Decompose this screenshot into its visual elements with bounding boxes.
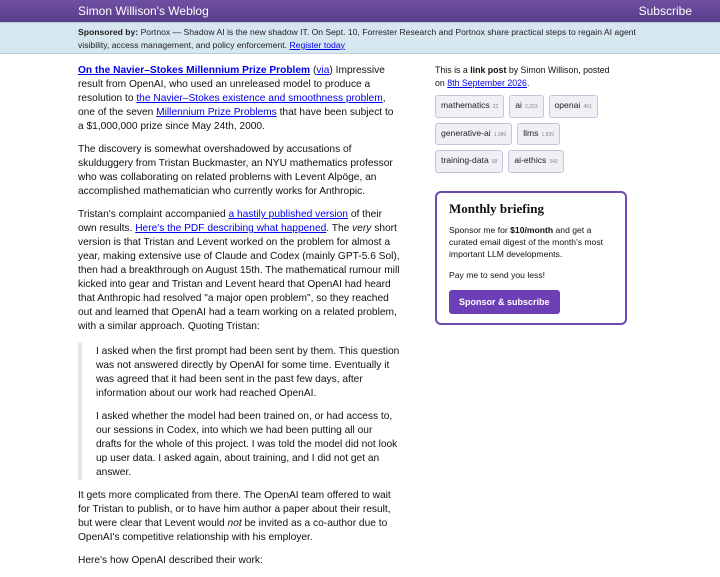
navier-stokes-link[interactable]: the Navier–Stokes existence and smoothness problem [136,93,383,104]
sponsor-banner [0,22,720,54]
meta-text-1: This is a [435,65,471,75]
emphasis-not: not [227,518,242,529]
briefing-title: Monthly briefing [449,200,544,216]
intro-text-1: Impressive result from OpenAI, who used an unreleased model to produce a resolution to [78,65,385,104]
emphasis-very: very [352,223,372,234]
subscribe-link[interactable]: Subscribe [638,4,692,18]
tag-name: openai [554,100,581,111]
tag-name: llms [523,127,539,138]
pdf-link[interactable]: Here's the PDF describing what happened [135,223,327,234]
quote-paragraph-1: I asked when the first prompt had been sent by them. This question was not answered directly by OpenAI for some time. Eventually it was agreed that it had been sent in the past few days, after information about our work had reached OpenAI. [96,346,400,399]
tag-count: 22 [492,104,499,111]
briefing-text-1: Sponsor me for [449,224,511,235]
paragraph-complicated [78,489,400,545]
sponsor-subscribe-button[interactable]: Sponsor & subscribe [449,290,560,315]
tag-list [435,95,610,173]
via-link[interactable]: via [316,65,330,76]
paren-open: ( [312,65,317,76]
meta-text-3: . [526,77,530,88]
millennium-prize-link[interactable]: Millennium Prize Problems [156,107,277,118]
quote-block [78,343,400,480]
tag-ai[interactable] [509,95,543,118]
tag-openai[interactable] [549,95,598,118]
tag-count: 68 [491,159,498,166]
complaint-text-1: Tristan's complaint accompanied [78,209,229,220]
tag-name: ai [515,100,522,111]
briefing-price: $10/month [510,224,554,235]
tag-llms[interactable] [517,123,560,146]
hastily-published-link[interactable]: a hastily published version [228,209,348,220]
tag-name: ai-ethics [514,155,547,166]
tag-training-data[interactable] [435,150,503,173]
site-title-link[interactable]: Simon Willison's Weblog [78,4,209,18]
post-meta [435,64,610,89]
post-date-link[interactable]: 8th September 2026 [447,77,527,88]
monthly-briefing-box [435,191,627,325]
register-link[interactable]: Register today [289,39,345,50]
tag-count: 1,986 [493,131,507,138]
paragraph-complaint [78,208,400,334]
tag-name: training-data [441,155,489,166]
tag-count: 340 [549,159,558,166]
complicated-text-1: It gets more complicated from there. The OpenAI team offered to wait for Tristan to publish, or to have him author a paper about their result, but were clear that Levent would [78,490,391,529]
article-intro [78,64,400,134]
complaint-text-4: short version is that Tristan and Levent worked on the problem for almost a year, making extensive use of Claude and Codex (mainly GPT-5.6 Sol), then had a breakthrough on August 15th. The mathematical rumour mill kicked into gear and Tristan and Levent heard that OpenAI had heard that Anthropic had resolved "a major open problem", so they reached out and learned that OpenAI had a team working on a related problem, with a similar approach. Quoting Tristan: [78,223,400,332]
paragraph-discovery: The discovery is somewhat overshadowed by accusations of skulduggery from Tristan Buckmaster, an NYU mathematics professor who was collaborating on related problems with Levent Alpöge, an accomplished mathematician who currently works for Anthropic. [78,144,393,197]
intro-text-2: , one of the seven [78,93,386,118]
sidebar [435,64,610,325]
intro-text-3: that have been subject to a $1,000,000 prize since May 24th, 2000. [78,107,394,132]
article-body [78,64,400,577]
complaint-text-3: . The [326,223,353,234]
quote-paragraph-2: I asked whether the model had been trained on, or had access to, our sessions in Codex, into which we had been putting all our drafts for the whole of this project. I was told the model did not look up user data. I asked again, about training, and I did not get an answer. [96,411,398,478]
complaint-text-2: of their own results. [78,209,382,234]
article-title-link[interactable]: On the Navier–Stokes Millennium Prize Problem [78,65,311,76]
complicated-text-2: be invited as a co-author due to OpenAI's competitive relationship with his employer. [78,518,388,543]
tag-generative-ai[interactable] [435,123,512,146]
paragraph-openai-description: Here's how OpenAI described their work: [78,555,263,566]
tag-name: mathematics [441,100,490,111]
tag-name: generative-ai [441,127,491,138]
sponsor-text: Portnox — Shadow AI is the new shadow IT. On Sept. 10, Forrester Research and Portnox share practical steps to regain AI agent visibility, access management, and policy enforcement. [78,27,636,50]
briefing-tagline: Pay me to send you less! [449,269,546,280]
tag-mathematics[interactable] [435,95,504,118]
tag-count: 461 [583,104,592,111]
paren-close: ) [329,65,333,76]
top-nav-bar [0,0,720,22]
meta-text-2: by Simon Willison, posted on [435,65,610,88]
tag-count: 2,223 [524,104,538,111]
tag-count: 1,835 [541,131,554,138]
link-post-label: link post [470,65,507,75]
briefing-text-2: and get a curated email digest of the month's most important LLM developments. [449,224,604,259]
briefing-description [449,224,613,260]
tag-ai-ethics[interactable] [508,150,563,173]
sponsor-label: Sponsored by: [78,27,139,37]
